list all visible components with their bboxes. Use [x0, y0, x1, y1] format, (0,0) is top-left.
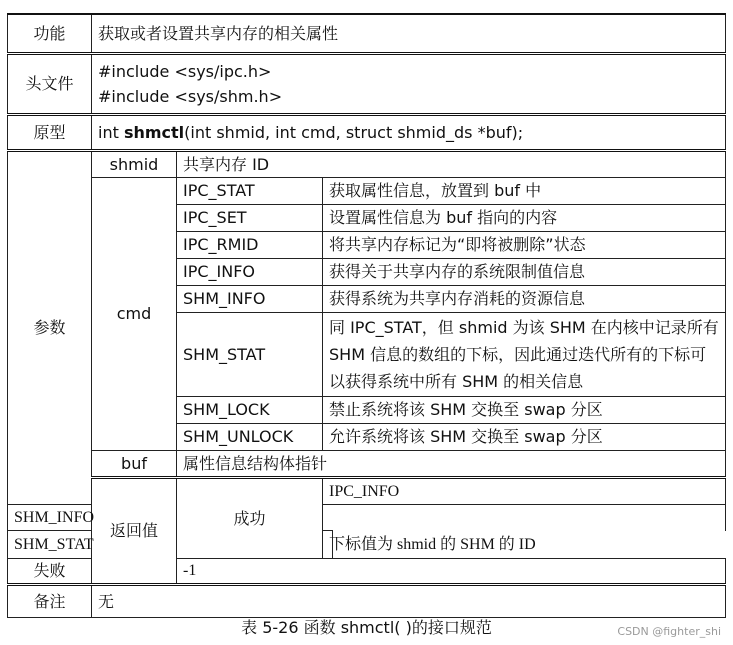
header-line-2: #include <sys/shm.h>: [98, 86, 283, 106]
cmd-key: SHM_UNLOCK: [177, 423, 323, 450]
func-label: 功能: [8, 14, 92, 53]
cmd-desc: 同 IPC_STAT，但 shmid 为该 SHM 在内核中记录所有 SHM 信息的数组的下标，因此通过迭代所有的下标可以获得系统中所有 SHM 的相关信息: [323, 312, 726, 396]
ret-fail-value: -1: [177, 558, 726, 584]
cmd-key: IPC_INFO: [177, 258, 323, 285]
proto-suffix: (int shmid, int cmd, struct shmid_ds *buf);: [184, 122, 524, 142]
cmd-desc: 获取属性信息，放置到 buf 中: [323, 177, 726, 204]
proto-prefix: int: [98, 122, 124, 142]
ret-desc-stat: 下标值为 shmid 的 SHM 的 ID: [323, 530, 333, 558]
note-value: 无: [92, 584, 726, 617]
header-line-1: #include <sys/ipc.h>: [98, 61, 272, 81]
ret-fail-label: 失败: [8, 558, 92, 584]
cmd-desc: 允许系统将该 SHM 交换至 swap 分区: [323, 423, 726, 450]
proto-func-name: shmctl: [123, 122, 185, 142]
param-shmid-desc: 共享内存 ID: [177, 150, 726, 177]
cmd-key: SHM_LOCK: [177, 396, 323, 423]
cmd-desc: 将共享内存标记为“即将被删除”状态: [323, 231, 726, 258]
proto-value: [92, 114, 726, 150]
cmd-key: SHM_STAT: [177, 312, 323, 396]
ret-key: SHM_INFO: [8, 504, 177, 530]
param-shmid-name: shmid: [92, 150, 177, 177]
param-cmd-name: cmd: [92, 177, 177, 450]
ret-key: SHM_STAT: [8, 530, 177, 558]
ret-key: IPC_INFO: [323, 477, 726, 504]
cmd-desc: 获得关于共享内存的系统限制值信息: [323, 258, 726, 285]
params-label: 参数: [8, 150, 92, 504]
note-label: 备注: [8, 584, 92, 617]
cmd-key: IPC_RMID: [177, 231, 323, 258]
ret-success-label: 成功: [177, 477, 323, 558]
cmd-key: IPC_STAT: [177, 177, 323, 204]
table-caption: 表 5-26 函数 shmctl( )的接口规范: [241, 618, 492, 637]
param-buf-desc: 属性信息结构体指针: [177, 450, 726, 477]
watermark: CSDN @fighter_shi: [617, 625, 721, 638]
header-files: [92, 53, 726, 114]
interface-spec-table: [7, 13, 726, 618]
param-buf-name: buf: [92, 450, 177, 477]
cmd-key: SHM_INFO: [177, 285, 323, 312]
cmd-desc: 获得系统为共享内存消耗的资源信息: [323, 285, 726, 312]
header-label: 头文件: [8, 53, 92, 114]
cmd-desc: 禁止系统将该 SHM 交换至 swap 分区: [323, 396, 726, 423]
proto-label: 原型: [8, 114, 92, 150]
func-value: 获取或者设置共享内存的相关属性: [92, 14, 726, 53]
cmd-desc: 设置属性信息为 buf 指向的内容: [323, 204, 726, 231]
ret-label: 返回值: [92, 477, 177, 584]
cmd-key: IPC_SET: [177, 204, 323, 231]
